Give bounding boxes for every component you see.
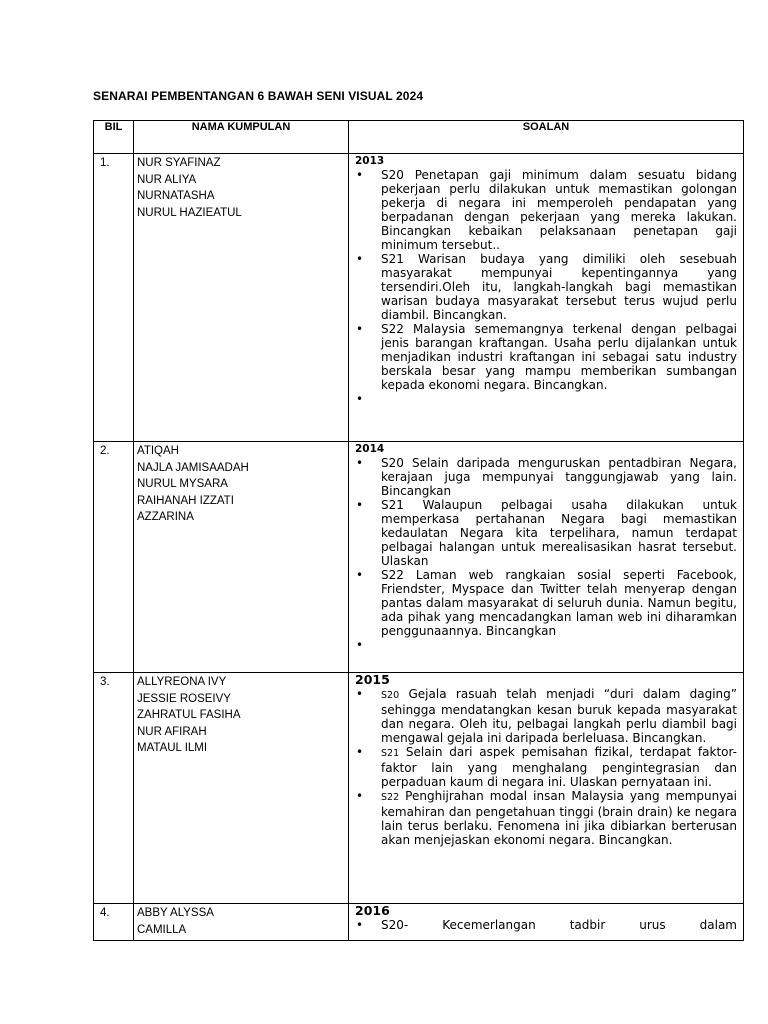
group-names [134,904,349,941]
question-text: S20 Penetapan gaji minimum dalam sesuatu bidang pekerjaan perlu dilakukan untuk memastikan golongan pekerja di negara ini memperoleh pendapatan yang berpadanan dengan pekerjaan yang mereka lakukan. Bincangkan kebaikan pelaksanaan penetapan gaji minimum tersebut.. [381,168,737,252]
question-text: S21 Walaupun pelbagai usaha dilakukan untuk memperkasa pertahanan Negara bagi memastikan kedaulatan Negara kita terpelihara, namun terdapat pelbagai halangan untuk merealisasikan hasrat tersebut. Ulaskan [381,498,737,568]
bullet-icon: • [356,392,364,406]
question-item [355,789,737,847]
question-text: Penghijrahan modal insan Malaysia yang mempunyai kemahiran dan pengetahuan tinggi (brain drain) ke negara lain terus berlaku. Fenomena ini jika dibiarkan berterusan akan menjejaskan ekonomi negara. Bincangkan. [381,789,737,847]
bullet-icon: • [356,322,364,336]
member-name: AZZARINA [137,511,194,523]
questions-cell [349,442,744,673]
question-text: S21 Warisan budaya yang dimiliki oleh sesebuah masyarakat mempunyai kepentingannya yang tersendiri.Oleh itu, langkah-langkah bagi memastikan warisan budaya masyarakat tersebut terus wujud perlu diambil. Bincangkan. [381,252,737,322]
question-item-empty [355,392,737,406]
question-text: Selain dari aspek pemisahan fizikal, terdapat faktor-faktor lain yang menghalang pengintegrasian dan perpaduan kaum di negara ini. Ulaskan pernyataan ini. [381,745,737,789]
exam-year: 2013 [355,155,385,167]
question-item [355,498,737,568]
question-item [355,687,737,745]
member-name: NURNATASHA [137,190,215,202]
exam-year: 2014 [355,443,385,455]
table-row [94,442,744,673]
question-item [355,745,737,789]
row-number: 3. [94,673,134,904]
question-item [355,456,737,498]
group-names [134,442,349,673]
row-number: 1. [94,154,134,442]
table-row [94,904,744,941]
question-number: S20 [381,690,400,701]
member-name: ABBY ALYSSA [137,907,214,919]
question-text: S22 Laman web rangkaian sosial seperti Facebook, Friendster, Myspace dan Twitter telah menyerap dengan pantas dalam masyarakat di seluruh dunia. Namun begitu, ada pihak yang mencadangkan laman web ini diharamkan penggunaannya. Bincangkan [381,568,737,638]
table-row [94,154,744,442]
question-text: S20- Kecemerlangan tadbir urus dalam [381,918,737,932]
member-name: ATIQAH [137,445,179,457]
member-name: MATAUL ILMI [137,742,208,754]
bullet-icon: • [356,168,364,182]
question-item [355,252,737,322]
table-row [94,673,744,904]
member-name: NUR SYAFINAZ [137,157,221,169]
header-bil: BIL [94,121,134,154]
questions-cell [349,904,744,941]
bullet-icon: • [356,745,364,759]
questions-cell [349,673,744,904]
member-name: ALLYREONA IVY [137,676,227,688]
member-name: NURUL HAZIEATUL [137,206,242,219]
bullet-icon: • [356,789,364,803]
header-nama-kumpulan: NAMA KUMPULAN [134,121,349,154]
member-name: JESSIE ROSEIVY [137,692,231,705]
question-text: S20 Selain daripada menguruskan pentadbiran Negara, kerajaan juga mempunyai tanggungjawab yang lain. Bincangkan [381,456,737,498]
bullet-icon: • [356,918,364,932]
member-name: NAJLA JAMISAADAH [137,461,249,474]
group-names [134,154,349,442]
bullet-icon: • [356,687,364,701]
member-name: ZAHRATUL FASIHA [137,709,241,721]
question-number: S21 [381,748,400,759]
table-header-row [94,121,744,154]
question-item [355,168,737,252]
member-name: NUR ALIYA [137,173,197,186]
group-names [134,673,349,904]
bullet-icon: • [356,568,364,582]
member-name: RAIHANAH IZZATI [137,494,234,507]
bullet-icon: • [356,456,364,470]
header-soalan: SOALAN [349,121,744,154]
member-name: CAMILLA [137,923,187,936]
member-name: NUR AFIRAH [137,725,207,738]
bullet-icon: • [356,498,364,512]
exam-year: 2015 [355,672,390,687]
question-item [355,322,737,392]
question-number: S22 [381,792,400,803]
question-item [355,918,737,932]
question-text: Gejala rasuah telah menjadi “duri dalam daging” sehingga mendatangkan kesan buruk kepada masyarakat dan negara. Oleh itu, pelbagai langkah perlu diambil bagi mengawal gejala ini daripada berleluasa. Bincangkan. [381,687,737,745]
question-item [355,568,737,638]
question-text: S22 Malaysia sememangnya terkenal dengan pelbagai jenis barangan kraftangan. Usaha perlu dijalankan untuk menjadikan industri kraftangan ini sebagai satu industry berskala besar yang mampu memberikan sumbangan kepada ekonomi negara. Bincangkan. [381,322,737,392]
row-number: 4. [94,904,134,941]
exam-year: 2016 [355,903,390,918]
presentation-table [93,120,744,941]
row-number: 2. [94,442,134,673]
member-name: NURUL MYSARA [137,478,228,490]
bullet-icon: • [356,252,364,266]
questions-cell [349,154,744,442]
question-item-empty [355,638,737,652]
document-title: SENARAI PEMBENTANGAN 6 BAWAH SENI VISUAL 2024 [93,89,424,103]
bullet-icon: • [356,638,364,652]
